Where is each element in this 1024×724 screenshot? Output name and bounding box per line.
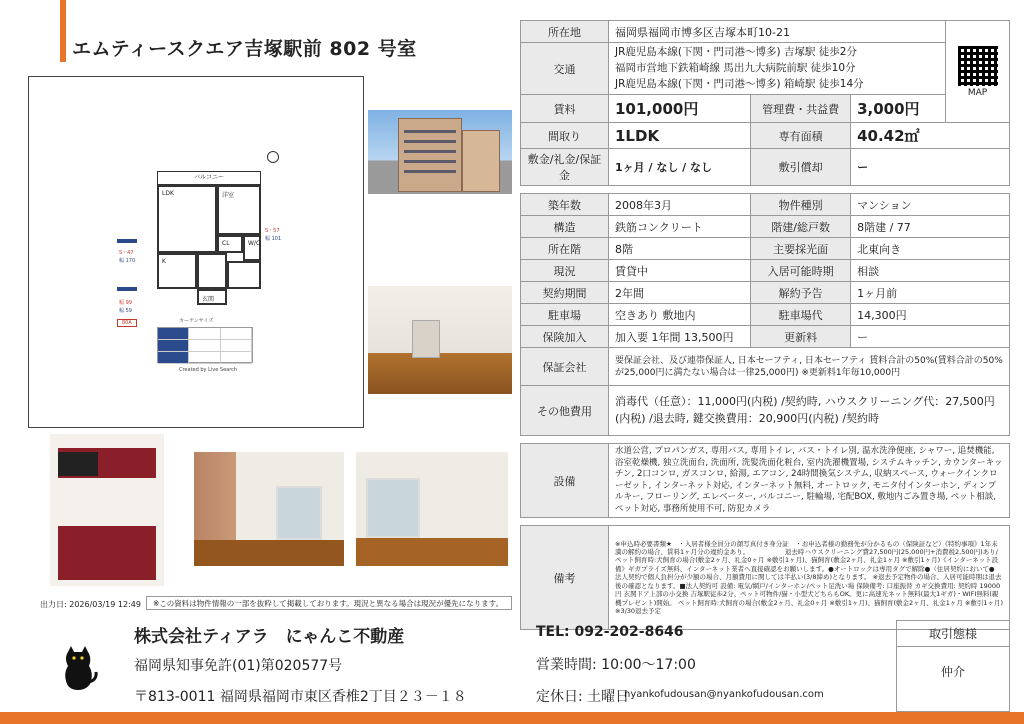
- floorplan-toilet: [227, 261, 261, 289]
- movein-value: 相談: [851, 260, 1010, 282]
- address-label: 所在地: [521, 21, 609, 43]
- legend-bar: [117, 239, 137, 243]
- notice-label: 解約予告: [751, 282, 851, 304]
- curtain-table-title: カーテンサイズ: [179, 318, 214, 324]
- floorplan-kitchen: K: [157, 253, 197, 289]
- remarks-value: ※申込時必要書類★ ・入居者様全員分の顔写真付き身分証 ・お申込者様の勤務先が分かるもの（保険証など）《特約事項》1年未満の解約の場合、賃料1ヶ月分の違約金あり。 退去時ハウスクリーニング費27,500円(25,000円+消費税2,500円)あり/ペット飼育時:犬飼育の場合(敷金2ヶ月、礼金0ヶ月 ※敷引1ヶ月)、猫飼育(敷金2ヶ月、礼金1ヶ月 ※敷引1ヶ月)《インターネット設備》ギガプライズ無料、インターネット業者へ直接確認をお願いします。●オートロックは専用タグで解除●（住居契約において● 法人契約で個人負担分が少額の場合、月額費用に関しては半払い(3/8締め)となります。 ※退去予定物件の場合、入居可能時期は退去後の確認となります。■法人契約可 設備: 電気/網戸/インターホン/ペット足洗い場 保険備考: 口座振替 カギ交換費用: 契約時 19000円 玄関ドア上部の小交換 吉塚駅徒歩2分、ペット可物件/猫・小型犬どちらもOK。更に高速光ネット無料(最大1ギガ)・WIFI無料(親機プレゼント)開始。 ペット飼育時:犬飼育の場合(敷金2ヶ月、礼金0ヶ月 ※敷引1ヶ月)、猫飼育(敷金2ヶ月、礼金1ヶ月 ※敷引1ヶ月) ※3/30退去予定: [609, 526, 1010, 630]
- rent-label: 賃料: [521, 95, 609, 123]
- contract-label: 契約期間: [521, 282, 609, 304]
- amort-value: ー: [851, 149, 1010, 186]
- floorplan-side-label: S・47: [119, 250, 134, 256]
- floorplan-size-box: 80A: [117, 319, 137, 327]
- floorplan-side-label: S・57: [265, 228, 280, 234]
- company-name: 株式会社ティアラ にゃんこ不動産: [134, 627, 405, 647]
- area-label: 専有面積: [751, 123, 851, 149]
- access-label: 交通: [521, 43, 609, 95]
- floorplan-credit: Created by Live Search: [179, 367, 238, 373]
- qr-cell: [946, 21, 1010, 123]
- building-photo: [368, 110, 512, 194]
- parking-fee-label: 駐車場代: [751, 304, 851, 326]
- floor-value: 8階: [609, 238, 751, 260]
- access-line: 福岡市営地下鉄箱崎線 馬出九大病院前駅 徒歩10分: [615, 61, 856, 74]
- living-room-photo: [368, 286, 512, 394]
- insurance-label: 保険加入: [521, 326, 609, 348]
- floorplan-western-room: 洋室: [217, 185, 261, 235]
- light-value: 北東向き: [851, 238, 1010, 260]
- property-title: エムティースクエア吉塚駅前 802 号室: [72, 38, 417, 60]
- notice-value: 1ヶ月前: [851, 282, 1010, 304]
- property-info-table: [520, 20, 1010, 630]
- email-link[interactable]: nyankofudousan@nyankofudousan.com: [624, 689, 824, 700]
- transaction-type-label: 取引態様: [897, 621, 1009, 647]
- floors-label: 階建/総戸数: [751, 216, 851, 238]
- equipment-label: 設備: [521, 444, 609, 518]
- deposit-value: 1ヶ月 / なし / なし: [609, 149, 751, 186]
- legend-bar: [117, 287, 137, 291]
- guarantor-value: 要保証会社、及び連帯保証人, 日本セーフティ, 日本セーフティ 賃料合計の50%(賃料合計の50%が25,000円に満たない場合は一律25,000円) ※更新料1年毎10,000円: [609, 348, 1010, 386]
- floorplan: [28, 76, 364, 428]
- floorplan-wic: W/C: [243, 235, 261, 261]
- movein-label: 入居可能時期: [751, 260, 851, 282]
- access-value: [609, 43, 946, 95]
- fee-value: 3,000円: [851, 95, 946, 123]
- contract-value: 2年間: [609, 282, 751, 304]
- other-fees-label: その他費用: [521, 386, 609, 436]
- equipment-value: 水道公営, プロパンガス, 専用バス, 専用トイレ, バス・トイレ別, 温水洗浄便座, シャワー, 追焚機能, 浴室乾燥機, 独立洗面台, 洗面所, 洗髪洗面化粧台, 室内洗濯機置場, システムキッチン, カウンターキッチン, 2口コンロ, ガスコンロ, 給湯, エアコン, 24時間換気システム, 収納スペース, ウォークインクローゼット, インターネット対応, インターネット無料, オートロック, モニタ付インターホン, ディンプルキー, フローリング, エレベーター, バルコニー, 駐輪場, 宅配BOX, 敷地内ごみ置き場, ペット相談, ペット対応, 事務所使用不可, 防犯カメラ: [609, 444, 1010, 518]
- access-line: JR鹿児島本線(下関・門司港〜博多) 箱崎駅 徒歩14分: [615, 77, 864, 90]
- disclaimer-notice: ※この資料は物件情報の一部を抜粋して掲載しております。現況と異なる場合は現況が優先になります。: [146, 596, 512, 610]
- room-photo-brick: [194, 452, 344, 566]
- fee-label: 管理費・共益費: [751, 95, 851, 123]
- compass-icon: [267, 151, 279, 163]
- area-value: 40.42㎡: [851, 123, 1010, 149]
- other-fees-value: 消毒代（任意）：11,000円(内税) /契約時, ハウスクリーニング代：27,500円(内税) /退去時, 鍵交換費用：20,900円(内税) /契約時: [609, 386, 1010, 436]
- floorplan-bath: [197, 253, 227, 289]
- structure-value: 鉄筋コンクリート: [609, 216, 751, 238]
- transaction-type-box: [896, 620, 1010, 712]
- type-value: マンション: [851, 194, 1010, 216]
- status-value: 賃貸中: [609, 260, 751, 282]
- map-label: MAP: [967, 87, 988, 98]
- output-date: 出力日: 2026/03/19 12:49: [40, 600, 141, 609]
- title-accent-bar: [60, 0, 66, 62]
- regular-holiday: 定休日: 土曜日: [536, 689, 630, 705]
- title-bar: [0, 0, 520, 62]
- company-address: 〒813-0011 福岡県福岡市東区香椎2丁目２３－１８: [134, 689, 467, 705]
- parking-label: 駐車場: [521, 304, 609, 326]
- floorplan-closet: CL: [217, 235, 243, 253]
- floorplan-side-label: 幅 59: [119, 308, 132, 314]
- kitchen-photo: [50, 434, 164, 586]
- room-photo-window: [356, 452, 508, 566]
- amort-label: 敷引償却: [751, 149, 851, 186]
- parking-fee-value: 14,300円: [851, 304, 1010, 326]
- business-hours: 営業時間: 10:00〜17:00: [536, 657, 696, 673]
- qr-code-icon[interactable]: [958, 46, 998, 86]
- built-label: 築年数: [521, 194, 609, 216]
- floors-value: 8階建 / 77: [851, 216, 1010, 238]
- type-label: 物件種別: [751, 194, 851, 216]
- access-line: JR鹿児島本線(下関・門司港〜博多) 吉塚駅 徒歩2分: [615, 46, 857, 58]
- insurance-value: 加入要 1年間 13,500円: [609, 326, 751, 348]
- transaction-type-value: 仲介: [940, 665, 965, 679]
- floorplan-side-label: 幅 101: [265, 236, 282, 242]
- remarks-label: 備考: [521, 526, 609, 630]
- floor-label: 所在階: [521, 238, 609, 260]
- status-label: 現況: [521, 260, 609, 282]
- cat-logo-icon: [58, 644, 98, 690]
- renewal-label: 更新料: [751, 326, 851, 348]
- phone-number[interactable]: TEL: 092-202-8646: [536, 624, 684, 640]
- light-label: 主要採光面: [751, 238, 851, 260]
- guarantor-label: 保証会社: [521, 348, 609, 386]
- address-value: 福岡県福岡市博多区吉塚本町10-21: [609, 21, 946, 43]
- parking-value: 空きあり 敷地内: [609, 304, 751, 326]
- deposit-label: 敷金/礼金/保証金: [521, 149, 609, 186]
- license-number: 福岡県知事免許(01)第020577号: [134, 658, 343, 674]
- floorplan-entrance: 玄関: [197, 289, 227, 305]
- floorplan-ldk: LDK: [157, 185, 217, 253]
- built-value: 2008年3月: [609, 194, 751, 216]
- renewal-value: ー: [851, 326, 1010, 348]
- structure-label: 構造: [521, 216, 609, 238]
- layout-value: 1LDK: [609, 123, 751, 149]
- floorplan-side-label: 幅 99: [119, 300, 132, 306]
- floorplan-balcony: バルコニー: [157, 171, 261, 185]
- rent-value: 101,000円: [609, 95, 751, 123]
- layout-label: 間取り: [521, 123, 609, 149]
- curtain-table: [157, 327, 253, 363]
- bottom-accent-bar: [0, 712, 1024, 724]
- floorplan-side-label: 幅 170: [119, 258, 136, 264]
